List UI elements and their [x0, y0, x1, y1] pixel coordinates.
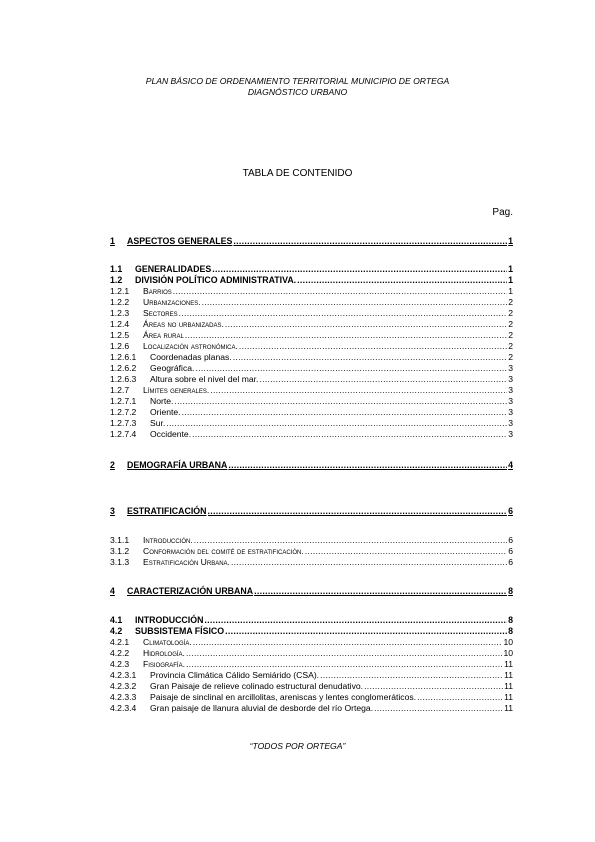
- toc-entry-page: 8: [508, 626, 513, 636]
- toc-entry-number: 1.2.6: [110, 341, 130, 351]
- toc-entry[interactable]: [110, 692, 513, 702]
- toc-entry-page: 11: [504, 659, 513, 669]
- toc-entry-title: ASPECTOS GENERALES: [127, 236, 233, 246]
- toc-entry-page: 3: [508, 396, 513, 406]
- toc-entry[interactable]: [110, 236, 513, 246]
- toc-entry-title: Gran Paisaje de relieve colinado estructural denudativo.: [150, 681, 364, 691]
- dot-leader: [204, 615, 507, 625]
- toc-entry-page: 3: [508, 363, 513, 373]
- toc-entry[interactable]: [110, 506, 513, 516]
- toc-entry-page: 6: [508, 506, 513, 516]
- toc-entry-title: CARACTERIZACIÓN URBANA: [127, 586, 254, 596]
- toc-entry[interactable]: [110, 648, 513, 658]
- dot-leader: [166, 418, 507, 428]
- toc-entry-title: Norte.: [150, 396, 174, 406]
- toc-entry-number: 1.2.3: [110, 308, 130, 318]
- toc-entry[interactable]: [110, 374, 513, 384]
- dot-leader: [374, 703, 503, 713]
- toc-entry[interactable]: [110, 264, 513, 274]
- dot-leader: [212, 264, 507, 274]
- running-header: [0, 76, 595, 98]
- toc-entry-title: Coordenadas planas.: [150, 352, 232, 362]
- toc-entry[interactable]: [110, 363, 513, 373]
- toc-entry-page: 1: [508, 275, 513, 285]
- toc-entry-number: 4: [110, 586, 115, 596]
- toc-entry-number: 1.1: [110, 264, 123, 274]
- toc-entry[interactable]: [110, 586, 513, 596]
- dot-leader: [320, 670, 503, 680]
- toc-entry-title: SUBSISTEMA FÍSICO: [135, 626, 225, 636]
- toc-entry-title: Conformación del comité de estratificación.: [143, 546, 304, 556]
- toc-entry[interactable]: [110, 418, 513, 428]
- toc-entry-page: 3: [508, 429, 513, 439]
- dot-leader: [364, 681, 503, 691]
- dot-leader: [208, 506, 508, 516]
- toc-entry-title: Sur.: [150, 418, 166, 428]
- dot-leader: [297, 275, 507, 285]
- toc-entry-number: 4.2.3.4: [110, 703, 137, 713]
- dot-leader: [192, 429, 507, 439]
- dot-leader: [186, 659, 503, 669]
- toc-entry-page: 11: [504, 681, 513, 691]
- toc-entry-page: 8: [508, 615, 513, 625]
- toc-entry-page: 2: [508, 352, 513, 362]
- toc-entry-title: Límites generales.: [143, 385, 210, 395]
- toc-entry-number: 3.1.2: [110, 546, 130, 556]
- toc-entry-page: 1: [508, 286, 513, 296]
- dot-leader: [231, 557, 507, 567]
- toc-entry-page: 8: [508, 586, 513, 596]
- dot-leader: [233, 236, 507, 246]
- toc-entry-title: Urbanizaciones.: [143, 297, 201, 307]
- toc-entry-page: 3: [508, 385, 513, 395]
- toc-entry-page: 1: [508, 264, 513, 274]
- toc-entry[interactable]: [110, 286, 513, 296]
- header-line-2: DIAGNÓSTICO URBANO: [247, 87, 348, 97]
- toc-entry-page: 6: [508, 557, 513, 567]
- toc-entry-page: 10: [503, 648, 513, 658]
- toc-entry-title: GENERALIDADES: [135, 264, 212, 274]
- toc-entry[interactable]: [110, 626, 513, 636]
- toc-entry[interactable]: [110, 460, 513, 470]
- toc-entry-number: 4.1: [110, 615, 123, 625]
- dot-leader: [239, 341, 507, 351]
- toc-entry[interactable]: [110, 681, 513, 691]
- toc-entry-number: 1.2.6.3: [110, 374, 137, 384]
- dot-leader: [254, 586, 507, 596]
- toc-entry-title: Barrios: [143, 286, 172, 296]
- toc-entry-page: 2: [508, 308, 513, 318]
- toc-entry[interactable]: [110, 352, 513, 362]
- toc-entry-page: 2: [508, 341, 513, 351]
- toc-entry-title: ESTRATIFICACIÓN: [127, 506, 207, 516]
- dot-leader: [195, 363, 507, 373]
- toc-entry[interactable]: [110, 615, 513, 625]
- toc-entry[interactable]: [110, 341, 513, 351]
- toc-entry-page: 2: [508, 330, 513, 340]
- toc-entry-title: Fisiografía.: [143, 659, 185, 669]
- toc-entry-title: Altura sobre el nivel del mar.: [150, 374, 259, 384]
- dot-leader: [210, 385, 507, 395]
- toc-entry-title: Paisaje de sinclinal en arcillolitas, areniscas y lentes conglomeráticos.: [150, 692, 417, 702]
- toc-entry-title: Localización astronómica.: [143, 341, 238, 351]
- toc-entry-number: 4.2.3.3: [110, 692, 137, 702]
- toc-entry[interactable]: [110, 637, 513, 647]
- toc-entry[interactable]: [110, 703, 513, 713]
- toc-entry-page: 11: [504, 670, 513, 680]
- toc-entry-title: DEMOGRAFÍA URBANA: [127, 460, 228, 470]
- toc-entry[interactable]: [110, 407, 513, 417]
- dot-leader: [202, 297, 508, 307]
- toc-entry-page: 3: [508, 418, 513, 428]
- toc-entry[interactable]: [110, 396, 513, 406]
- toc-entry-title: Provincia Climática Cálido Semiárido (CSA).: [150, 670, 320, 680]
- page-column-label: Pag.: [492, 207, 513, 218]
- toc-entry-title: Oriente.: [150, 407, 181, 417]
- dot-leader: [193, 637, 503, 647]
- toc-title: TABLA DE CONTENIDO: [242, 168, 353, 179]
- toc-entry-number: 4.2: [110, 626, 123, 636]
- dot-leader: [182, 407, 508, 417]
- toc-entry-page: 4: [508, 460, 513, 470]
- toc-entry[interactable]: [110, 275, 513, 285]
- toc-entry-title: Introducción.: [143, 535, 193, 545]
- toc-entry-title: Occidente.: [150, 429, 192, 439]
- toc-entry-number: 1.2.7.3: [110, 418, 137, 428]
- toc-entry-page: 2: [508, 297, 513, 307]
- toc-entry-page: 11: [504, 692, 513, 702]
- toc-entry-title: Geográfica.: [150, 363, 195, 373]
- dot-leader: [186, 648, 503, 658]
- dot-leader: [228, 460, 507, 470]
- toc-entry[interactable]: [110, 535, 513, 545]
- dot-leader: [305, 546, 508, 556]
- toc-entry-number: 3: [110, 506, 115, 516]
- toc-entry-page: 2: [508, 319, 513, 329]
- toc-entry[interactable]: [110, 557, 513, 567]
- dot-leader: [259, 374, 507, 384]
- dot-leader: [225, 319, 507, 329]
- toc-entry-title: Gran paisaje de llanura aluvial de desborde del río Ortega.: [150, 703, 374, 713]
- toc-entry-title: INTRODUCCIÓN: [135, 615, 204, 625]
- toc-entry[interactable]: [110, 308, 513, 318]
- toc-entry-number: 1.2.2: [110, 297, 130, 307]
- toc-entry-number: 3.1.3: [110, 557, 130, 567]
- toc-entry-number: 1.2.7.1: [110, 396, 137, 406]
- toc-entry-title: DIVISIÓN POLÍTICO ADMINISTRATIVA.: [135, 275, 297, 285]
- toc-entry-number: 1.2.6.1: [110, 352, 137, 362]
- toc-entry[interactable]: [110, 297, 513, 307]
- toc-entry-number: 1.2.7.4: [110, 429, 137, 439]
- toc-entry-title: Áreas no urbanizadas.: [143, 319, 224, 329]
- toc-entry-number: 4.2.3.2: [110, 681, 137, 691]
- header-line-1: PLAN BÁSICO DE ORDENAMIENTO TERRITORIAL MUNICIPIO DE ORTEGA: [145, 76, 450, 86]
- toc-entry-page: 3: [508, 374, 513, 384]
- dot-leader: [417, 692, 503, 702]
- toc-entry-number: 1: [110, 236, 115, 246]
- toc-entry-number: 4.2.3.1: [110, 670, 137, 680]
- dot-leader: [173, 286, 507, 296]
- toc-entry[interactable]: [110, 670, 513, 680]
- toc-entry-number: 2: [110, 460, 115, 470]
- toc-entry-number: 1.2.1: [110, 286, 130, 296]
- dot-leader: [174, 396, 507, 406]
- toc-entry[interactable]: [110, 659, 513, 669]
- toc-entry-title: Estratificación Urbana.: [143, 557, 230, 567]
- toc-entry[interactable]: [110, 319, 513, 329]
- toc-entry-page: 11: [504, 703, 513, 713]
- toc-entry-number: 1.2: [110, 275, 123, 285]
- toc-entry-page: 1: [508, 236, 513, 246]
- toc-entry-page: 3: [508, 407, 513, 417]
- dot-leader: [225, 626, 507, 636]
- toc-entry-number: 4.2.2: [110, 648, 130, 658]
- toc-entry-number: 1.2.7.2: [110, 407, 137, 417]
- toc-entry-number: 1.2.4: [110, 319, 130, 329]
- toc-entry-page: 6: [508, 546, 513, 556]
- toc-entry-title: Hidrología.: [143, 648, 185, 658]
- toc-entry-number: 1.2.6.2: [110, 363, 137, 373]
- dot-leader: [233, 352, 508, 362]
- toc-entry-number: 4.2.3: [110, 659, 130, 669]
- toc-entry-number: 1.2.5: [110, 330, 130, 340]
- toc-entry[interactable]: [110, 429, 513, 439]
- toc-entry[interactable]: [110, 385, 513, 395]
- toc-entry[interactable]: [110, 330, 513, 340]
- toc-entry-number: 4.2.1: [110, 637, 130, 647]
- toc-entry-title: Sectores: [143, 308, 178, 318]
- toc-entry-title: Climatología.: [143, 637, 192, 647]
- dot-leader: [179, 308, 508, 318]
- toc-entry-number: 3.1.1: [110, 535, 130, 545]
- toc-entry-number: 1.2.7: [110, 385, 130, 395]
- running-footer: “TODOS POR ORTEGA”: [249, 741, 346, 751]
- toc-entry[interactable]: [110, 546, 513, 556]
- toc-entry-page: 6: [508, 535, 513, 545]
- toc-entry-title: Área rural: [143, 330, 184, 340]
- dot-leader: [185, 330, 507, 340]
- toc-entry-page: 10: [503, 637, 513, 647]
- dot-leader: [194, 535, 507, 545]
